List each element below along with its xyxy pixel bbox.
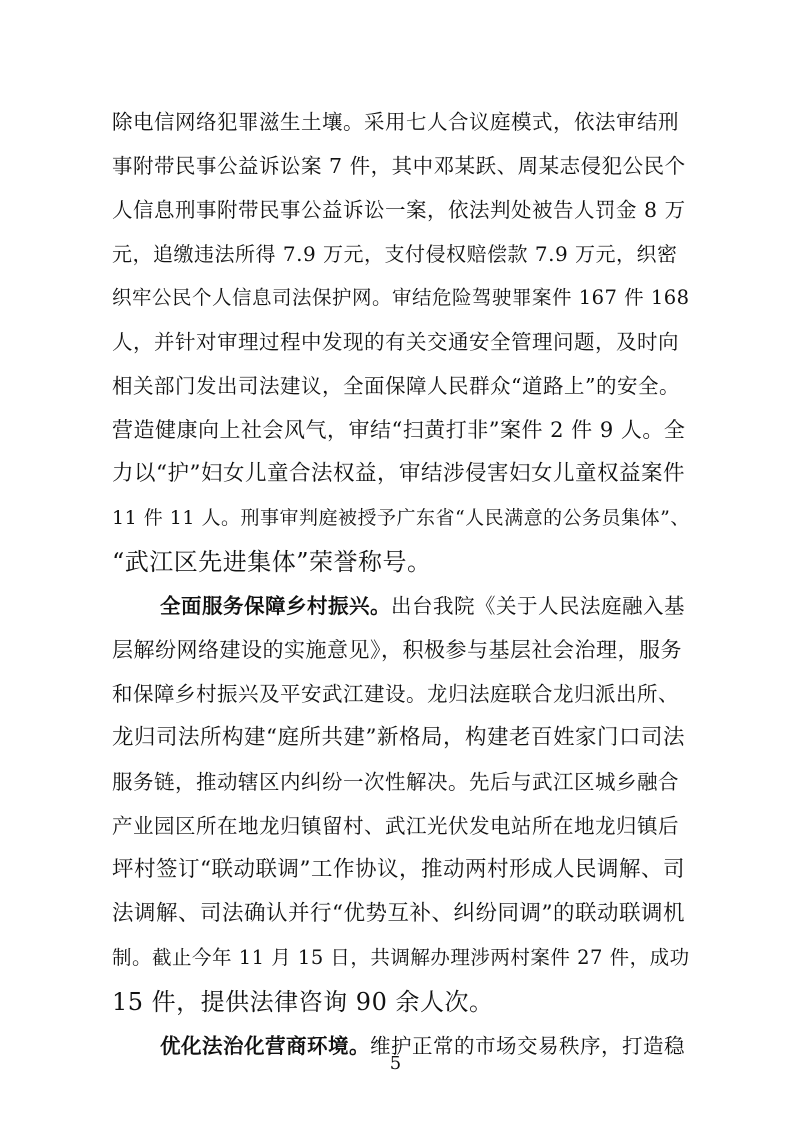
paragraph-text: 维护正常的市场交易秩序，打造稳 xyxy=(370,1034,685,1058)
text-line: 相关部门发出司法建议，全面保障人民群众“道路上”的安全。 xyxy=(112,374,680,398)
paragraph-first-line xyxy=(160,588,690,624)
paragraph-text: 出台我院《关于人民法庭融入基 xyxy=(391,594,685,618)
text-line: 法调解、司法确认并行“优势互补、纠纷同调”的联动联调机 xyxy=(112,901,685,926)
text-line: 服务链，推动辖区内纠纷一次性解决。先后与武江区城乡融合 xyxy=(112,770,679,794)
text-line: 产业园区所在地龙归镇留村、武江光伏发电站所在地龙归镇后 xyxy=(112,814,679,838)
text-line: 元，追缴违法所得 7.9 万元，支付侵权赔偿款 7.9 万元，织密 xyxy=(112,242,678,266)
paragraph-heading: 优化法治化营商环境。 xyxy=(160,1034,370,1058)
text-line: 坪村签订“联动联调”工作协议，推动两村形成人民调解、司 xyxy=(112,857,685,882)
text-line: 11 件 11 人。刑事审判庭被授予广东省“人民满意的公务员集体”、 xyxy=(112,507,690,529)
text-line: 除电信网络犯罪滋生土壤。采用七人合议庭模式，依法审结刑 xyxy=(112,110,679,134)
text-line: “武江区先进集体”荣誉称号。 xyxy=(112,548,432,576)
page-number: 5 xyxy=(389,1053,402,1074)
text-line: 层解纷网络建设的实施意见》，积极参与基层社会治理，服务 xyxy=(112,638,682,662)
text-line: 和保障乡村振兴及平安武江建设。龙归法庭联合龙归派出所、 xyxy=(112,682,679,706)
text-line: 15 件，提供法律咨询 90 余人次。 xyxy=(112,988,494,1016)
text-line: 人信息刑事附带民事公益诉讼一案，依法判处被告人罚金 8 万 xyxy=(112,198,686,222)
text-line: 制。截止今年 11 月 15 日，共调解办理涉两村案件 27 件，成功 xyxy=(112,946,690,969)
text-line: 人，并针对审理过程中发现的有关交通安全管理问题，及时向 xyxy=(112,330,679,354)
text-line: 龙归司法所构建“庭所共建”新格局，构建老百姓家门口司法 xyxy=(112,725,685,750)
text-line: 事附带民事公益诉讼案 7 件，其中邓某跃、周某志侵犯公民个 xyxy=(112,154,686,178)
paragraph-heading: 全面服务保障乡村振兴。 xyxy=(160,594,391,618)
text-line: 织牢公民个人信息司法保护网。审结危险驾驶罪案件 167 件 168 xyxy=(112,286,690,309)
text-line: 营造健康向上社会风气，审结“扫黄打非”案件 2 件 9 人。全 xyxy=(112,418,686,442)
text-line: 力以“护”妇女儿童合法权益，审结涉侵害妇女儿童权益案件 xyxy=(112,461,685,486)
